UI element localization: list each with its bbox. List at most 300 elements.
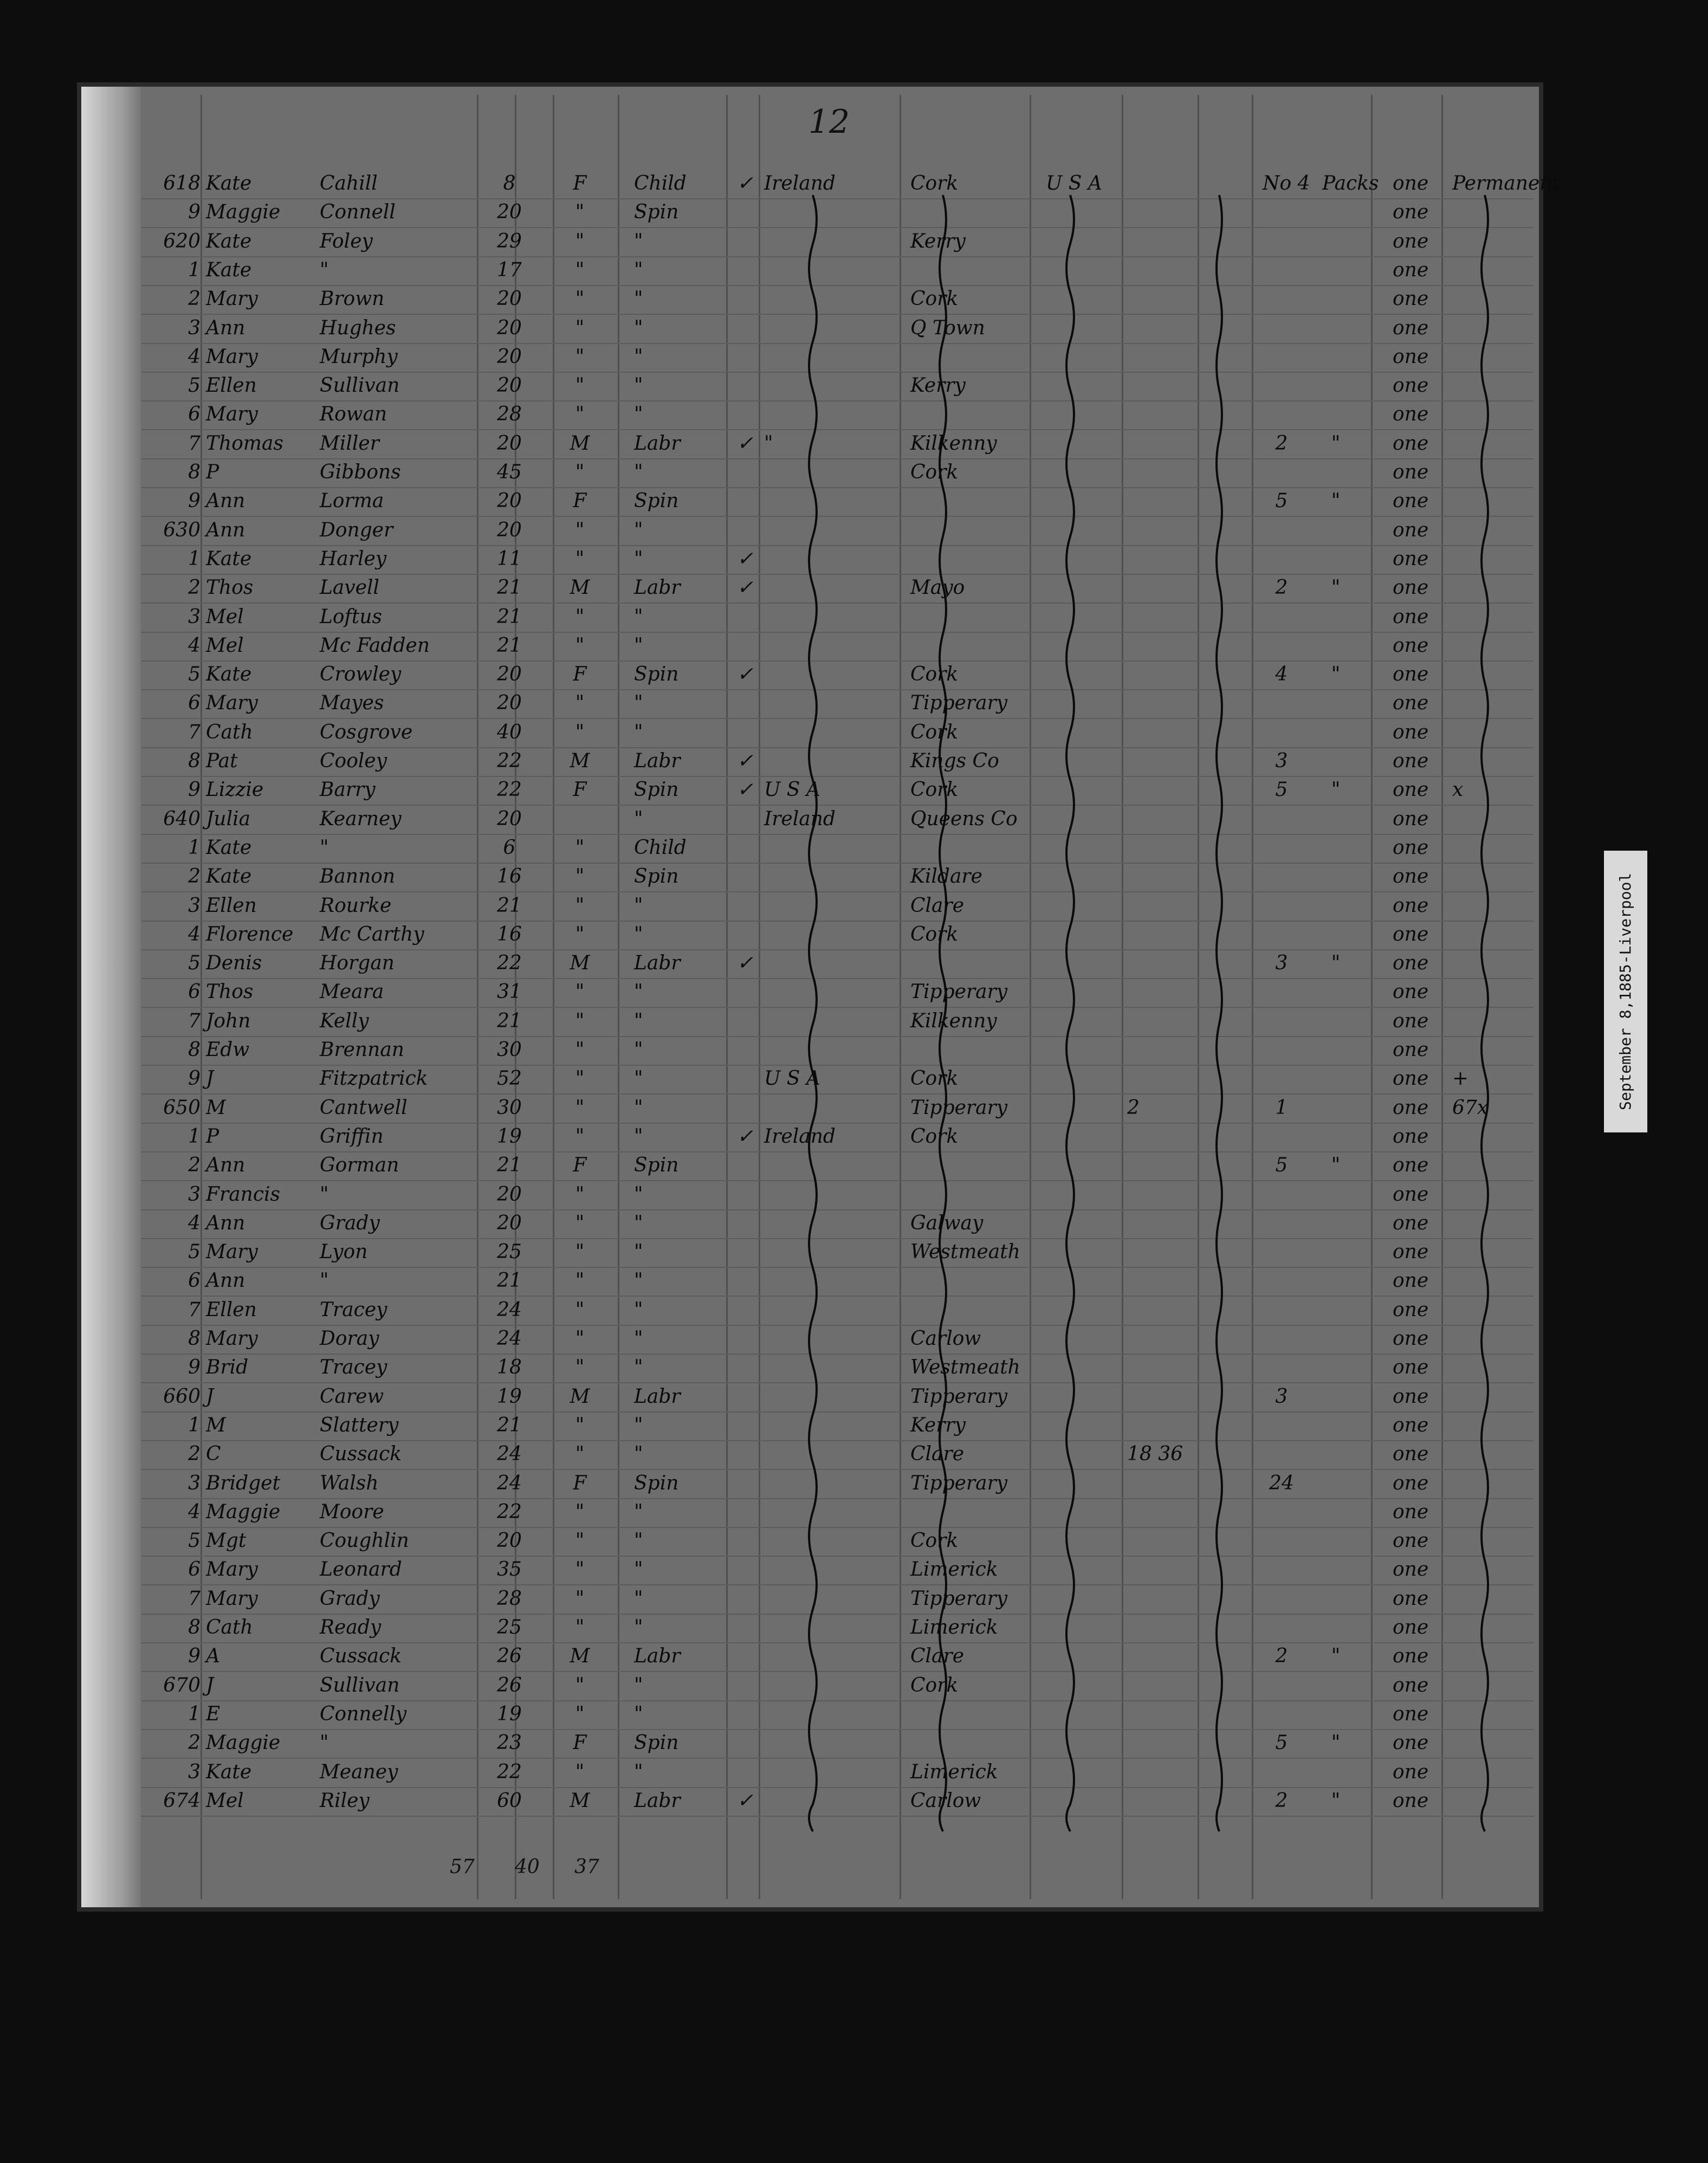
cell-no: 6 xyxy=(188,403,200,426)
cell-bagmark: " xyxy=(1331,490,1341,513)
cell-sex: M xyxy=(570,1645,590,1668)
cell-sex: " xyxy=(575,865,585,888)
cell-cls: one xyxy=(1393,1298,1429,1321)
cell-first: P xyxy=(206,1125,219,1148)
cell-last: " xyxy=(320,836,329,859)
cell-sex: " xyxy=(575,1183,585,1206)
cell-county: Carlow xyxy=(910,1327,981,1350)
cell-age: 22 xyxy=(497,1500,522,1523)
cell-occ: " xyxy=(634,230,643,252)
cell-last: Connell xyxy=(320,201,396,224)
cell-last: Griffin xyxy=(320,1125,384,1148)
cell-bagmark: " xyxy=(1331,663,1341,686)
cell-first: E xyxy=(206,1702,221,1725)
cell-county: Westmeath xyxy=(910,1241,1020,1264)
cell-cls: one xyxy=(1393,519,1429,541)
cell-bags: 2 xyxy=(1275,432,1288,455)
cell-nat: " xyxy=(764,432,773,455)
cell-bags: 2 xyxy=(1275,1645,1288,1668)
cell-tick: ✓ xyxy=(737,750,754,772)
cell-county: Galway xyxy=(910,1212,984,1234)
cell-no: 5 xyxy=(188,952,200,975)
cell-age: 25 xyxy=(497,1241,522,1264)
cell-last: Cosgrove xyxy=(320,721,413,743)
cell-no: 2 xyxy=(188,865,200,888)
cell-no: 650 xyxy=(163,1096,200,1119)
remarks-ditto-brace xyxy=(1481,195,1488,1831)
cell-no: 2 xyxy=(188,1443,200,1466)
cell-occ: " xyxy=(634,547,643,570)
cell-first: Maggie xyxy=(206,1500,281,1523)
cell-sex: " xyxy=(575,721,585,743)
cell-cls: one xyxy=(1393,288,1429,310)
cell-no: 660 xyxy=(163,1385,200,1408)
county-ditto-brace xyxy=(940,195,946,1831)
cell-no: 640 xyxy=(163,807,200,830)
cell-sex: " xyxy=(575,230,585,252)
cell-first: Thos xyxy=(206,577,254,599)
cell-occ: " xyxy=(634,1530,643,1552)
cell-no: 4 xyxy=(188,1500,200,1523)
cell-last: Grady xyxy=(320,1587,380,1610)
cell-bags: 5 xyxy=(1275,1732,1288,1754)
cell-last: Carew xyxy=(320,1385,384,1408)
cell-cls: one xyxy=(1393,807,1429,830)
cell-sex: " xyxy=(575,461,585,483)
cell-first: Ann xyxy=(206,519,245,541)
cell-occ: " xyxy=(634,1125,643,1148)
cell-no: 6 xyxy=(188,981,200,1003)
cell-occ: Labr xyxy=(634,432,681,455)
cell-last: Foley xyxy=(320,230,373,252)
cell-occ: Spin xyxy=(634,490,679,513)
cell-last: Gorman xyxy=(320,1154,399,1177)
cell-first: Kate xyxy=(206,1760,252,1783)
cell-county: Cork xyxy=(910,923,959,945)
cell-occ: Spin xyxy=(634,1732,679,1754)
cell-bagmark: " xyxy=(1331,779,1341,801)
cell-county: Cork xyxy=(910,779,959,801)
cell-no: 1 xyxy=(188,1125,200,1148)
cell-cls: one xyxy=(1393,721,1429,743)
cell-bags: 2 xyxy=(1275,1789,1288,1812)
cell-first: Mel xyxy=(206,1789,244,1812)
cell-cls: one xyxy=(1393,1674,1429,1696)
cell-last: " xyxy=(320,1183,329,1206)
cell-sex: F xyxy=(573,172,587,195)
cell-occ: " xyxy=(634,1587,643,1610)
cell-age: 21 xyxy=(497,1414,522,1436)
cell-cls: one xyxy=(1393,1414,1429,1436)
cell-sex: " xyxy=(575,258,585,281)
cell-last: Cussack xyxy=(320,1645,402,1668)
cell-bags: 4 xyxy=(1275,663,1288,686)
cell-cls: one xyxy=(1393,374,1429,397)
column-tally: 40 xyxy=(515,1856,540,1878)
cell-age: 18 xyxy=(497,1356,522,1379)
cell-last: Murphy xyxy=(320,345,398,368)
cell-cls: one xyxy=(1393,432,1429,455)
cell-no: 1 xyxy=(188,258,200,281)
cell-no: 620 xyxy=(163,230,200,252)
cell-county: Limerick xyxy=(910,1558,998,1581)
cell-occ: " xyxy=(634,721,643,743)
cell-sex: " xyxy=(575,836,585,859)
cell-last: Kelly xyxy=(320,1009,369,1032)
cell-occ: Labr xyxy=(634,1645,681,1668)
cell-age: 21 xyxy=(497,577,522,599)
cell-age: 19 xyxy=(497,1125,522,1148)
cell-sex: " xyxy=(575,547,585,570)
cell-sex: " xyxy=(575,1039,585,1061)
cell-last: Cahill xyxy=(320,172,378,195)
cell-sex: " xyxy=(575,1702,585,1725)
cell-nat: U S A xyxy=(764,1067,820,1090)
cell-age: 20 xyxy=(497,663,522,686)
cell-tick: ✓ xyxy=(737,663,754,686)
cell-last: Doray xyxy=(320,1327,379,1350)
cell-occ: " xyxy=(634,807,643,830)
cell-first: Ann xyxy=(206,316,245,339)
cell-age: 20 xyxy=(497,692,522,715)
cell-county: Kilkenny xyxy=(910,1009,997,1032)
cell-occ: " xyxy=(634,1616,643,1639)
cell-sex: " xyxy=(575,288,585,310)
cell-occ: " xyxy=(634,1443,643,1466)
cell-bagmark: " xyxy=(1331,1645,1341,1668)
cell-cls: one xyxy=(1393,1356,1429,1379)
cell-last: Ready xyxy=(320,1616,381,1639)
cell-county: Kerry xyxy=(910,1414,966,1436)
cell-no: 9 xyxy=(188,490,200,513)
cell-occ: " xyxy=(634,1558,643,1581)
cell-county: Kilkenny xyxy=(910,432,997,455)
cell-tick: ✓ xyxy=(737,577,754,599)
cell-cls: one xyxy=(1393,779,1429,801)
cell-first: Mary xyxy=(206,692,258,715)
cell-no: 9 xyxy=(188,1067,200,1090)
cell-first: Kate xyxy=(206,663,252,686)
cell-last: Coughlin xyxy=(320,1530,409,1552)
cell-occ: " xyxy=(634,1039,643,1061)
cell-cls: one xyxy=(1393,1096,1429,1119)
cell-tick: ✓ xyxy=(737,172,754,195)
cell-cls: one xyxy=(1393,1789,1429,1812)
cell-last: Lyon xyxy=(320,1241,368,1264)
cell-occ: " xyxy=(634,1760,643,1783)
cell-bags: 3 xyxy=(1275,750,1288,772)
cell-first: Ann xyxy=(206,1212,245,1234)
cell-first: Mary xyxy=(206,1241,258,1264)
cell-first: Maggie xyxy=(206,1732,281,1754)
cell-last: " xyxy=(320,1732,329,1754)
cell-age: 29 xyxy=(497,230,522,252)
cell-last: Hughes xyxy=(320,316,396,339)
cell-first: Ann xyxy=(206,490,245,513)
cell-county: Queens Co xyxy=(910,807,1018,830)
cell-no: 8 xyxy=(188,461,200,483)
cell-sex: " xyxy=(575,1327,585,1350)
cell-cls: one xyxy=(1393,1183,1429,1206)
cell-occ: " xyxy=(634,288,643,310)
cell-first: M xyxy=(206,1096,226,1119)
cell-county: Cork xyxy=(910,461,959,483)
cell-sex: " xyxy=(575,345,585,368)
cell-last: Tracey xyxy=(320,1298,387,1321)
cell-county: Tipperary xyxy=(910,692,1008,715)
cell-last: Cooley xyxy=(320,750,387,772)
cell-cls: one xyxy=(1393,1732,1429,1754)
cell-age: 20 xyxy=(497,1530,522,1552)
cell-occ: " xyxy=(634,374,643,397)
cell-no: 618 xyxy=(163,172,200,195)
cell-age: 31 xyxy=(497,981,522,1003)
cell-cls: one xyxy=(1393,1443,1429,1466)
cell-age: 20 xyxy=(497,1212,522,1234)
cell-occ: " xyxy=(634,1500,643,1523)
cell-sex: " xyxy=(575,634,585,657)
cell-first: J xyxy=(206,1385,214,1408)
cell-no: 5 xyxy=(188,1241,200,1264)
cell-no: 8 xyxy=(188,1039,200,1061)
cell-occ: " xyxy=(634,1009,643,1032)
cell-first: J xyxy=(206,1674,214,1696)
cell-cls: one xyxy=(1393,981,1429,1003)
cell-occ: " xyxy=(634,1183,643,1206)
cell-county: Q Town xyxy=(910,316,985,339)
cell-no: 5 xyxy=(188,1530,200,1552)
cell-age: 22 xyxy=(497,1760,522,1783)
cell-age: 26 xyxy=(497,1645,522,1668)
cell-sex: " xyxy=(575,1212,585,1234)
cell-tick: ✓ xyxy=(737,952,754,975)
cell-remark: x xyxy=(1452,779,1464,801)
cell-age: 22 xyxy=(497,750,522,772)
cell-bagmark: " xyxy=(1331,1789,1341,1812)
cell-first: Thomas xyxy=(206,432,283,455)
cell-bags: 5 xyxy=(1275,1154,1288,1177)
cell-no: 8 xyxy=(188,1327,200,1350)
cell-no: 4 xyxy=(188,634,200,657)
cell-no: 6 xyxy=(188,1270,200,1292)
cell-last: Rourke xyxy=(320,894,392,917)
cell-age: 21 xyxy=(497,1009,522,1032)
cell-age: 20 xyxy=(497,490,522,513)
cell-no: 9 xyxy=(188,1356,200,1379)
cell-age: 35 xyxy=(497,1558,522,1581)
cell-sex: " xyxy=(575,374,585,397)
cell-first: Cath xyxy=(206,1616,253,1639)
cell-first: Brid xyxy=(206,1356,249,1379)
cell-occ: " xyxy=(634,1270,643,1292)
cell-first: Mary xyxy=(206,1327,258,1350)
microfilm-label-text: September 8,1885-Liverpool xyxy=(1616,872,1634,1111)
cell-occ: Spin xyxy=(634,663,679,686)
cell-cls: one xyxy=(1393,461,1429,483)
cell-cls: one xyxy=(1393,547,1429,570)
cell-age: 20 xyxy=(497,201,522,224)
cell-remark: + xyxy=(1452,1067,1469,1090)
cell-cls: one xyxy=(1393,605,1429,628)
cell-occ: Child xyxy=(634,836,687,859)
cell-county: Cork xyxy=(910,1067,959,1090)
cell-no: 4 xyxy=(188,345,200,368)
cell-first: Florence xyxy=(206,923,294,945)
cell-sex: " xyxy=(575,1096,585,1119)
cell-occ: Labr xyxy=(634,1385,681,1408)
cell-last: Cussack xyxy=(320,1443,402,1466)
cell-first: Ann xyxy=(206,1154,245,1177)
cell-first: Denis xyxy=(206,952,262,975)
cell-no: 8 xyxy=(188,1616,200,1639)
cell-first: Bridget xyxy=(206,1472,281,1494)
cell-age: 45 xyxy=(497,461,522,483)
cell-last: Loftus xyxy=(320,605,383,628)
cell-county: Kings Co xyxy=(910,750,999,772)
cell-cls: one xyxy=(1393,1558,1429,1581)
cell-cls: one xyxy=(1393,1616,1429,1639)
cell-first: Kate xyxy=(206,836,252,859)
cell-age: 24 xyxy=(497,1472,522,1494)
cell-first: J xyxy=(206,1067,214,1090)
column-tally: 37 xyxy=(574,1856,599,1878)
cell-age: 25 xyxy=(497,1616,522,1639)
cell-cls: one xyxy=(1393,1530,1429,1552)
cell-cls: one xyxy=(1393,952,1429,975)
cell-cls: one xyxy=(1393,1039,1429,1061)
cell-no: 5 xyxy=(188,374,200,397)
cell-last: Sullivan xyxy=(320,1674,400,1696)
cell-no: 1 xyxy=(188,1702,200,1725)
cell-first: M xyxy=(206,1414,226,1436)
cell-bags: No 4 xyxy=(1263,172,1310,195)
cell-age: 20 xyxy=(497,345,522,368)
cell-last: Mayes xyxy=(320,692,384,715)
cell-county: Cork xyxy=(910,1125,959,1148)
cell-county: Cork xyxy=(910,663,959,686)
cell-bagmark: " xyxy=(1331,1154,1341,1177)
cell-sex: " xyxy=(575,981,585,1003)
cell-cls: one xyxy=(1393,865,1429,888)
cell-age: 20 xyxy=(497,1183,522,1206)
cell-age: 21 xyxy=(497,634,522,657)
cell-bags: 1 xyxy=(1275,1096,1288,1119)
cell-age: 24 xyxy=(497,1327,522,1350)
cell-occ: " xyxy=(634,634,643,657)
cell-sex: " xyxy=(575,1356,585,1379)
cell-bagmark: " xyxy=(1331,952,1341,975)
cell-last: Bannon xyxy=(320,865,396,888)
cell-age: 26 xyxy=(497,1674,522,1696)
cell-bagmark: " xyxy=(1331,577,1341,599)
cell-occ: Spin xyxy=(634,1472,679,1494)
cell-county: Clare xyxy=(910,1443,965,1466)
cell-last: " xyxy=(320,258,329,281)
cell-last: Slattery xyxy=(320,1414,399,1436)
cell-cls: one xyxy=(1393,1327,1429,1350)
cell-sex: " xyxy=(575,1530,585,1552)
cell-age: 19 xyxy=(497,1702,522,1725)
cell-cls: one xyxy=(1393,1212,1429,1234)
cell-last: Sullivan xyxy=(320,374,400,397)
cell-sex: " xyxy=(575,1067,585,1090)
cell-tick: ✓ xyxy=(737,1789,754,1812)
cell-age: 20 xyxy=(497,519,522,541)
cell-county: Tipperary xyxy=(910,1096,1008,1119)
cell-last: Rowan xyxy=(320,403,387,426)
cell-age: 40 xyxy=(497,721,522,743)
cell-cls: one xyxy=(1393,634,1429,657)
cell-county: Tipperary xyxy=(910,1472,1008,1494)
cell-last: Barry xyxy=(320,779,376,801)
cell-occ: " xyxy=(634,1674,643,1696)
cell-county: Kildare xyxy=(910,865,982,888)
cell-age: 21 xyxy=(497,894,522,917)
cell-no: 3 xyxy=(188,605,200,628)
cell-occ: " xyxy=(634,692,643,715)
cell-sex: F xyxy=(573,663,587,686)
cell-tick: ✓ xyxy=(737,1125,754,1148)
cell-age: 6 xyxy=(503,836,516,859)
cell-no: 6 xyxy=(188,1558,200,1581)
cell-age: 23 xyxy=(497,1732,522,1754)
cell-first: Kate xyxy=(206,547,252,570)
cell-sex: " xyxy=(575,1674,585,1696)
cell-no: 2 xyxy=(188,1732,200,1754)
cell-sex: " xyxy=(575,403,585,426)
cell-tick: ✓ xyxy=(737,779,754,801)
cell-tick: ✓ xyxy=(737,547,754,570)
cell-no: 4 xyxy=(188,923,200,945)
cell-cls: one xyxy=(1393,490,1429,513)
cell-age: 20 xyxy=(497,807,522,830)
cell-no: 7 xyxy=(188,1009,200,1032)
cell-age: 20 xyxy=(497,374,522,397)
cell-cls: one xyxy=(1393,1385,1429,1408)
cell-cls: one xyxy=(1393,1067,1429,1090)
cell-age: 28 xyxy=(497,1587,522,1610)
cell-sex: " xyxy=(575,1009,585,1032)
cell-last: Gibbons xyxy=(320,461,401,483)
cell-occ: Labr xyxy=(634,750,681,772)
cell-age: 21 xyxy=(497,1270,522,1292)
cell-cls: one xyxy=(1393,923,1429,945)
cell-cls: one xyxy=(1393,1472,1429,1494)
cell-first: Mary xyxy=(206,403,258,426)
cell-no: 2 xyxy=(188,1154,200,1177)
cell-sex: " xyxy=(575,1443,585,1466)
cell-sex: F xyxy=(573,490,587,513)
cell-first: Kate xyxy=(206,172,252,195)
cell-first: John xyxy=(206,1009,251,1032)
cell-age: 52 xyxy=(497,1067,522,1090)
cell-cls: one xyxy=(1393,403,1429,426)
cell-first: Edw xyxy=(206,1039,250,1061)
cell-sex: F xyxy=(573,1732,587,1754)
cell-occ: " xyxy=(634,1356,643,1379)
cell-county: Cork xyxy=(910,1674,959,1696)
cell-bags: 24 xyxy=(1269,1472,1294,1494)
cell-no: 8 xyxy=(188,750,200,772)
cell-cls: one xyxy=(1393,1760,1429,1783)
cell-sex: " xyxy=(575,1125,585,1148)
cell-occ: " xyxy=(634,461,643,483)
cell-sex: " xyxy=(575,1241,585,1264)
cell-cls: one xyxy=(1393,316,1429,339)
cell-occ: " xyxy=(634,923,643,945)
cell-cls: one xyxy=(1393,1702,1429,1725)
cell-first: A xyxy=(206,1645,220,1668)
